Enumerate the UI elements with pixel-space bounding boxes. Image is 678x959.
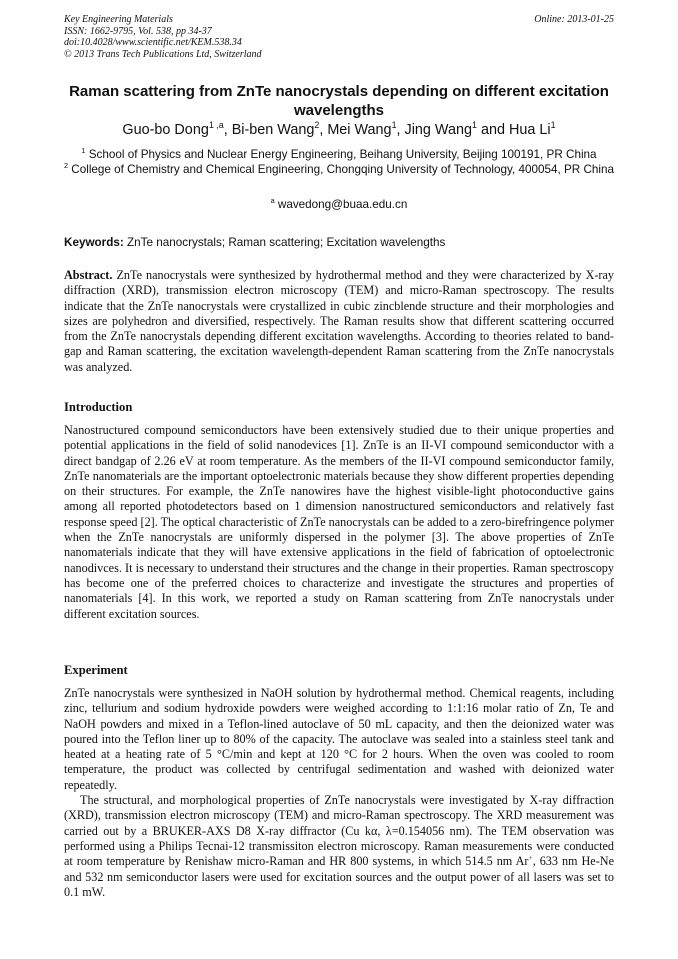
introduction-heading: Introduction [64,400,133,414]
author-name: Hua Li [508,122,551,138]
ar-plus-sup: + [528,853,533,863]
keywords-line [64,235,614,250]
author-sup: 2 [314,120,320,131]
keywords-label: Keywords: [64,236,124,249]
author-sep: and [476,122,509,138]
experiment-heading: Experiment [64,663,128,677]
paper-title: Raman scattering from ZnTe nanocrystals depending on different excitation wavelengths [69,83,609,119]
experiment-paragraph-1: ZnTe nanocrystals were synthesized in NaOH solution by hydrothermal method. Chemical reagents, including zinc, tellurium and sodium hydroxide powders were weighed according to 1:1:16 molar ratio of Zn, Te and NaOH powders and mixed in a Teflon-lined autoclave of 50 mL capacity, and then the deionized water was poured into the Teflon liner up to 80% of the capacity. The autoclave was sealed into a stainless steel tank and heated at a heating rate of 5 °C/min and kept at 120 °C for 2 hours. When the oven was cooled to room temperature, the product was collected by centrifugal sedimentation and washed with deionized water repeatedly. [64,686,614,792]
affiliations [64,147,614,177]
online-date: Online: 2013-01-25 [534,14,614,25]
author-name: Jing Wang [404,122,472,138]
author-name: Bi-ben Wang [231,122,315,138]
abstract-label: Abstract. [64,268,113,282]
journal-name: Key Engineering Materials [64,14,173,25]
affiliation-2-sup: 2 [64,161,69,171]
abstract-paragraph [64,268,614,375]
email-address[interactable]: wavedong@buaa.edu.cn [277,198,408,211]
affiliation-1-text: School of Physics and Nuclear Energy Engineering, Beihang University, Beijing 100191, PR China [88,148,597,161]
affiliation-2 [64,162,614,177]
author-sup: 1 [550,120,556,131]
author-name: Guo-bo Dong [122,122,209,138]
introduction-text: Nanostructured compound semiconductors have been extensively studied due to their unique properties and potential applications in the field of solid nanodevices [1]. ZnTe is an II-VI compound semiconductor with a direct bandgap of 2.26 eV at room temperature. As the members of the II-VI compound semiconductor family, ZnTe nanomaterials are the important optoelectronic materials because they show different properties depending on their structures. For example, the ZnTe nanowires have the highest visible-light photoconductive gains among all reported photodetectors based on 1 dimension nanostructured semiconductors and relatively fast response speed [2]. The optical characteristic of ZnTe nanocrystals can be added to a zero-birefringence polymer when the ZnTe nanocrystals are uniformly dispersed in the polymer [3]. The above properties of ZnTe nanomaterials indicate that they will have extensive applications in the field of fabrication of optoelectronic nanodivces. It is necessary to understand their structures and the change in their properties. Raman spectroscopy has become one of the preferred choices to characterize and investigate the structures and properties of nanomaterials [4]. In this work, we reported a study on Raman scattering from ZnTe nanocrystals under different excitation sources. [64,423,614,621]
experiment-p2-part-b: , 633 nm He-Ne and 532 nm semiconductor lasers were used for excitation sources and the output power of all lasers was set to 0.1 mW. [64,854,614,899]
author-sep: , [319,122,328,138]
email-sup: a [270,196,275,206]
author-sup: 1 ,a [208,120,224,131]
author-list [64,121,614,139]
abstract-text: ZnTe nanocrystals were synthesized by hydrothermal method and they were characterized by X-ray diffraction (XRD), transmission electron microscopy (TEM) and micro-Raman spectroscopy. The results indicate that the ZnTe nanocrystals were crystallized in cubic zincblende structure and their morphologies and sizes are polyhedron and diversified, respectively. The Raman results show that different scattering occurred from the ZnTe nanocrystals depending different excitation wavelengths. According to theories related to band-gap and Raman scattering, the excitation wavelength-dependent Raman scattering from the ZnTe nanocrystals was analyzed. [64,268,614,374]
affiliation-1-sup: 1 [81,146,86,156]
issn-line: ISSN: 1662-9795, Vol. 538, pp 34-37 [64,25,212,37]
email-line [64,197,614,212]
introduction-paragraph [64,423,614,622]
doi-line[interactable]: doi:10.4028/www.scientific.net/KEM.538.34 [64,37,242,48]
copyright-line: © 2013 Trans Tech Publications Ltd, Switzerland [64,48,262,60]
experiment-p2-part-a: The structural, and morphological properties of ZnTe nanocrystals were investigated by X-ray diffraction (XRD), transmission electron microscopy (TEM) and micro-Raman spectroscopy. The XRD measurement was carried out by a BRUKER-AXS D8 X-ray diffractor (Cu kα, λ=0.154056 nm). The TEM observation was performed using a Philips Tecnai-12 transmissiton electron microscopy. Raman measurements were conducted at room temperature by Renishaw micro-Raman and HR 800 systems, in which 514.5 nm Ar [64,793,614,869]
affiliation-2-text: College of Chemistry and Chemical Engineering, Chongqing University of Technology, 400054, PR China [71,163,614,176]
author-sep: , [396,122,405,138]
author-sep: , [223,122,232,138]
author-sup: 1 [472,120,477,131]
affiliation-1 [64,147,614,162]
journal-header [64,14,262,60]
experiment-section [64,686,614,900]
author-sup: 1 [391,120,397,131]
experiment-paragraph-2 [64,793,614,900]
author-name: Mei Wang [327,122,392,138]
keywords-text: ZnTe nanocrystals; Raman scattering; Excitation wavelengths [127,236,446,249]
